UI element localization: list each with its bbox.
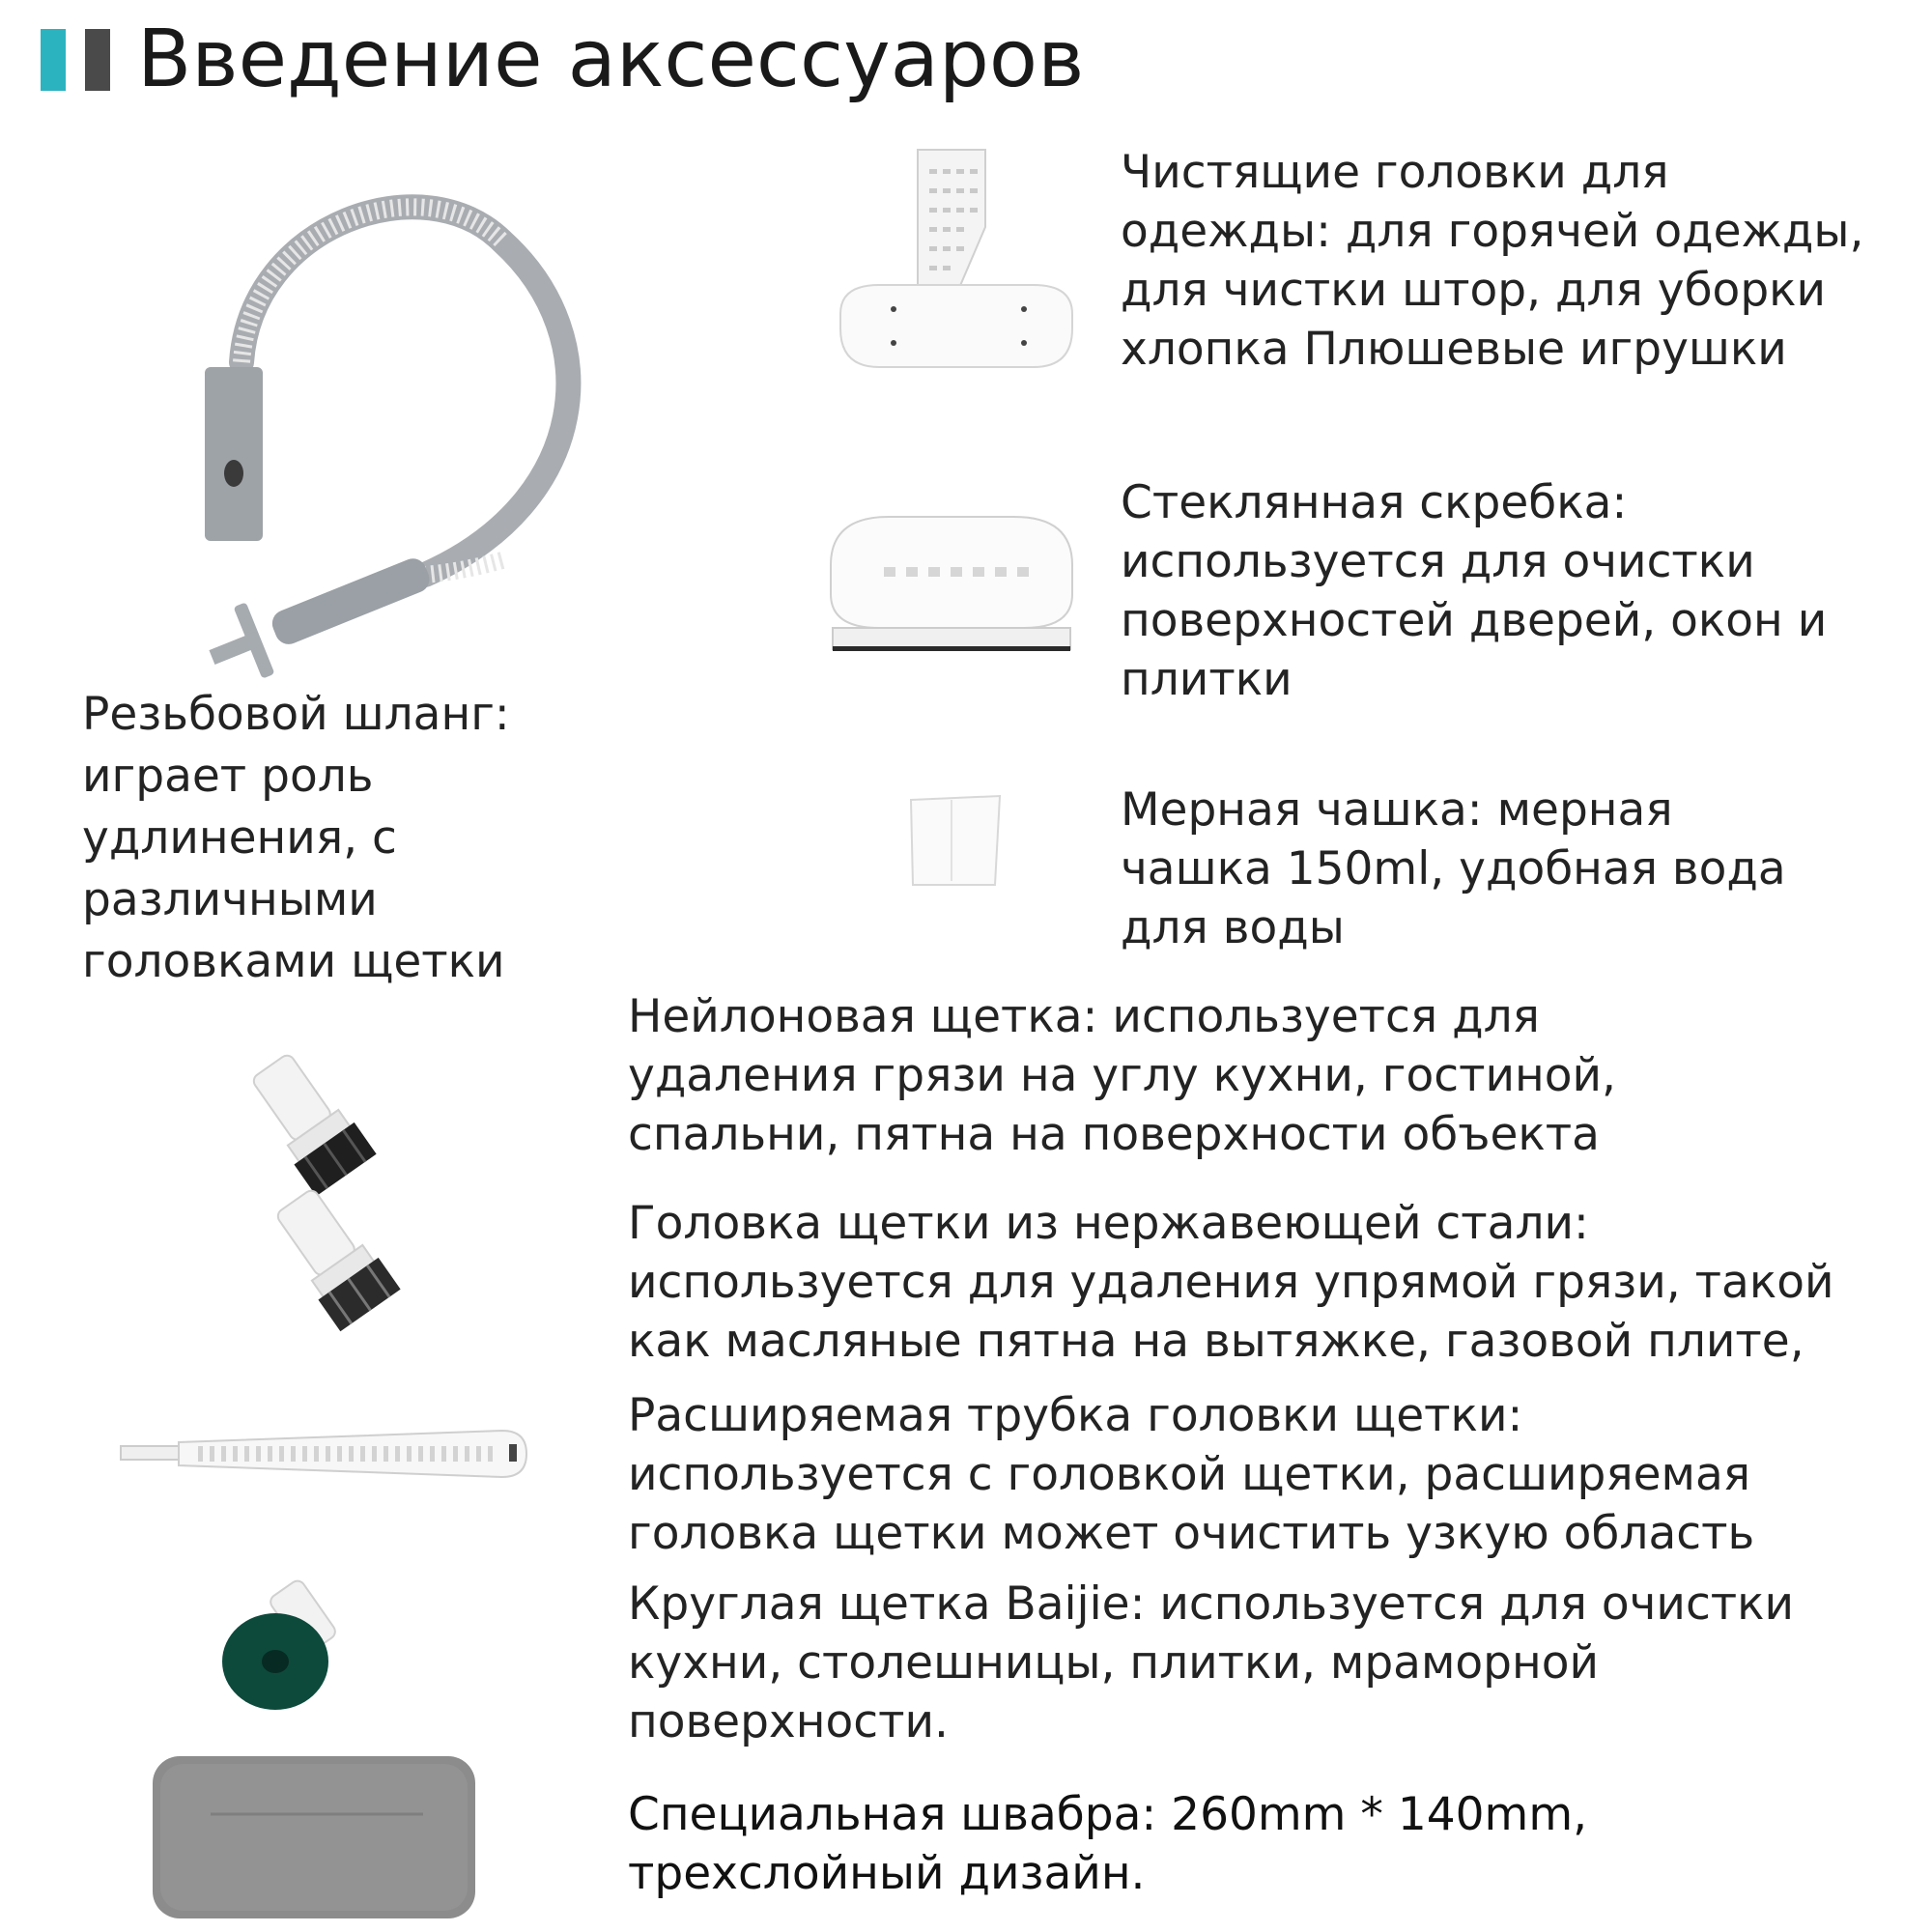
description-line: Резьбовой шланг: bbox=[82, 688, 510, 741]
description-line: чашка 150ml, удобная вода bbox=[1121, 842, 1786, 895]
description-line: используется с головкой щетки, расширяемая bbox=[628, 1448, 1751, 1501]
description-line: головками щетки bbox=[82, 935, 505, 988]
description-line: трехслойный дизайн. bbox=[628, 1847, 1146, 1900]
description-line: Нейлоновая щетка: используется для bbox=[628, 990, 1540, 1043]
title-accent-bar-dark bbox=[85, 29, 110, 91]
nylon-brush-description bbox=[628, 987, 1616, 1164]
description-line: поверхности. bbox=[628, 1695, 949, 1748]
threaded-hose-image bbox=[184, 184, 609, 686]
measuring-cup-description bbox=[1121, 781, 1786, 957]
extension-tube-image bbox=[121, 1425, 526, 1483]
description-line: плитки bbox=[1121, 653, 1293, 706]
description-line: используется для удаления упрямой грязи, такой bbox=[628, 1256, 1834, 1309]
extension-tube-description bbox=[628, 1386, 1754, 1563]
steel-brush-image bbox=[246, 1193, 411, 1338]
description-line: хлопка Плюшевые игрушки bbox=[1121, 323, 1787, 376]
mop-pad-description bbox=[628, 1785, 1587, 1903]
description-line: спальни, пятна на поверхности объекта bbox=[628, 1108, 1600, 1161]
page-title: Введение аксессуаров bbox=[137, 14, 1085, 105]
clothes-cleaning-head-description bbox=[1121, 143, 1863, 379]
round-brush-description bbox=[628, 1575, 1794, 1751]
glass-scraper-description bbox=[1121, 473, 1827, 709]
description-line: используется для очистки bbox=[1121, 535, 1755, 588]
description-line: Мерная чашка: мерная bbox=[1121, 783, 1673, 837]
description-line: поверхностей дверей, окон и bbox=[1121, 594, 1828, 647]
description-line: одежды: для горячей одежды, bbox=[1121, 205, 1864, 258]
description-line: удлинения, с bbox=[82, 811, 397, 865]
steel-brush-description bbox=[628, 1194, 1834, 1371]
description-line: Стеклянная скребка: bbox=[1121, 476, 1628, 529]
threaded-hose-description bbox=[82, 684, 510, 993]
description-line: для чистки штор, для уборки bbox=[1121, 264, 1827, 317]
description-line: различными bbox=[82, 873, 378, 926]
glass-scraper-image bbox=[831, 507, 1072, 652]
round-brush-image bbox=[217, 1584, 362, 1719]
description-line: Расширяемая трубка головки щетки: bbox=[628, 1389, 1523, 1442]
description-line: удаления грязи на углу кухни, гостиной, bbox=[628, 1049, 1616, 1102]
description-line: Круглая щетка Baijie: используется для очистки bbox=[628, 1577, 1795, 1631]
description-line: для воды bbox=[1121, 901, 1345, 954]
description-line: Специальная швабра: 260mm * 140mm, bbox=[628, 1788, 1588, 1841]
nylon-brush-image bbox=[222, 1058, 386, 1203]
measuring-cup-image bbox=[903, 792, 1009, 889]
clothes-cleaning-head-image bbox=[840, 150, 1072, 372]
title-accent-bar bbox=[41, 29, 66, 91]
description-line: играет роль bbox=[82, 750, 374, 803]
description-line: Чистящие головки для bbox=[1121, 146, 1669, 199]
description-line: Головка щетки из нержавеющей стали: bbox=[628, 1197, 1589, 1250]
description-line: кухни, столешницы, плитки, мраморной bbox=[628, 1636, 1600, 1690]
description-line: головка щетки может очистить узкую область bbox=[628, 1507, 1755, 1560]
mop-pad-image bbox=[153, 1756, 475, 1918]
description-line: как масляные пятна на вытяжке, газовой плите, bbox=[628, 1315, 1804, 1368]
